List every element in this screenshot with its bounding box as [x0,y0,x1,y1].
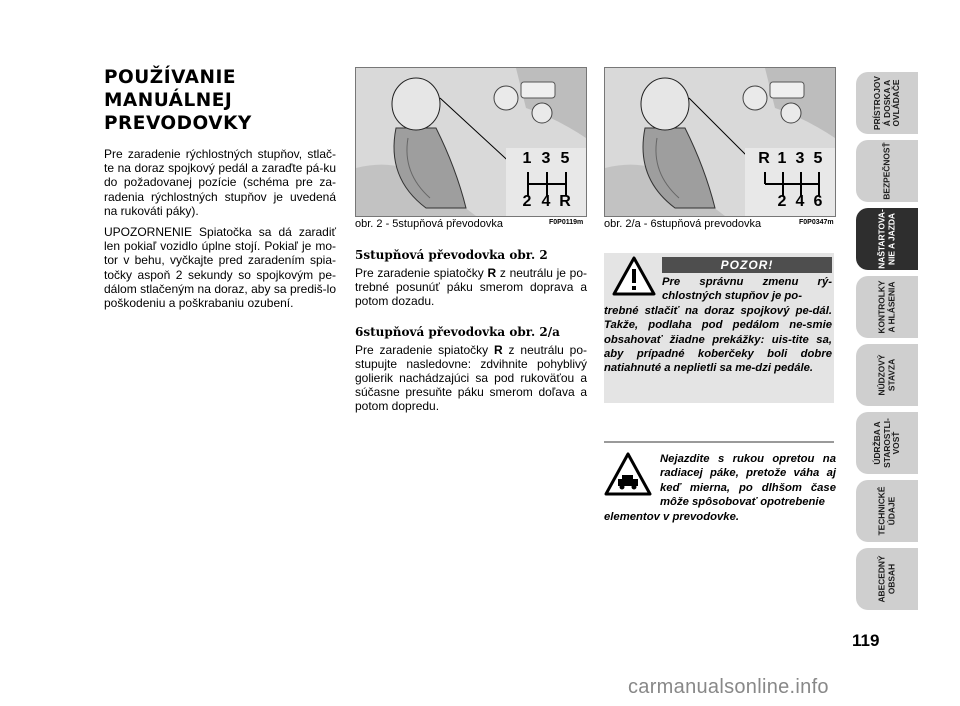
gear-number-label: 5 [560,150,570,167]
warning-box [604,253,834,403]
side-tab-label: PRÍSTROJOV Á DOSKA A OVLÁDAČE [871,76,901,130]
gearbox-column [355,248,587,421]
warning-text: Pre správnu zmenu rý-chlostných stupňov je po- trebné stlačiť na doraz spojkový pe-dál. Takže, podlaha pod pedálom ne-smie obsahovať žiadne prekážky: uis-tite sa, aby prípadné koberčeky boli dobre natiahnuté a neplietli sa me-dzi pedále. [604,276,832,375]
side-tab-label: ÚDRŽBA A STAROSTLI- VOSŤ [871,418,901,468]
section-6-speed [355,325,587,414]
gear-number-label: 3 [541,150,551,167]
intro-column [104,66,336,317]
section-title: 5stupňová převodovka obr. 2 [355,248,548,262]
page-title: POUŽÍVANIE MANUÁLNEJ PREVODOVKY [104,67,252,134]
gear-number-label: 6 [813,193,823,210]
divider [604,441,834,443]
side-tab[interactable] [856,344,918,406]
gear-number-label: 3 [795,150,805,167]
side-tab[interactable] [856,276,918,338]
section-text: Pre zaradenie spiatočky R z neutrálu po-stupujte nasledovne: zdvihnite pohyblivý golierik nachádzajúci sa pod rukoväťou a súčasne presuňte páku smerom doľava a potom dopredu. [355,342,588,414]
side-tab-label: BEZPEČNOSŤ [881,142,892,200]
side-tab[interactable] [856,548,918,610]
section-text: Pre zaradenie spiatočky R z neutrálu je po-trebné posunúť páku smerom doprava a potom dozadu. [355,266,588,309]
side-tab[interactable] [856,480,918,542]
gear-number-label: R [758,150,770,167]
page-number: 119 [852,631,880,650]
section-5-speed [355,248,587,309]
gear-number-label: R [559,193,571,210]
figure-code: F0P0119m [549,219,584,226]
gear-number-label: 4 [541,193,551,210]
note-text: Nejazdite s rukou opretou na radiacej páke, pretože váha aj keď mierna, po dlhšom čase môže spôsobovať opotrebenie elementov v prevodovke. [604,453,836,523]
side-tab-label: KONTROLKY A HLÁSENIA [876,280,896,334]
side-tab[interactable] [856,72,918,134]
side-tab-label: TECHNICKÉ ÚDAJE [876,486,896,536]
intro-paragraph: Pre zaradenie rýchlostných stupňov, stlač-te na doraz spojkový pedál a zaraďte pá-ku do požadovanej pozície (schéma pre za-radenia rýchlostných stupňov je uvedená na rukováti páky). [104,147,336,218]
gear-number-label: 4 [795,193,805,210]
figure-code: F0P0347m [799,219,834,226]
side-tab[interactable] [856,412,918,474]
figure-caption: obr. 2/a - 6stupňová prevodovka [604,218,762,230]
gear-number-label: 2 [522,193,532,210]
warning-label: POZOR! [662,257,832,273]
side-tab-label: NAŠTARTOVA- NIE A JAZDA [876,209,896,269]
side-tab-label: NÚDZOVÝ STAVZA [876,354,896,396]
section-title: 6stupňová převodovka obr. 2/a [355,324,560,339]
side-tab[interactable] [856,140,918,202]
watermark: carmanualsonline.info [628,676,829,698]
side-tab-label: ABECEDNÝ OBSAH [876,555,896,603]
gear-number-label: 1 [777,150,787,167]
figure-caption: obr. 2 - 5stupňová převodovka [355,218,503,230]
gear-number-label: 2 [777,193,787,210]
side-tab[interactable] [856,208,918,270]
gear-number-label: 1 [522,150,532,167]
reverse-warning-paragraph: UPOZORNENIE Spiatočka sa dá zaradiť len pokiaľ vozidlo úplne stojí. Pokiaľ je mo-tor v behu, vyčkajte pred zaradením spia-točky aspoň 2 sekundy so spojkovým pe-dálom stlačeným na doraz, aby sa prediš-lo poškodeniu a poškrabaniu ozubení. [104,225,336,311]
gear-number-label: 5 [813,150,823,167]
